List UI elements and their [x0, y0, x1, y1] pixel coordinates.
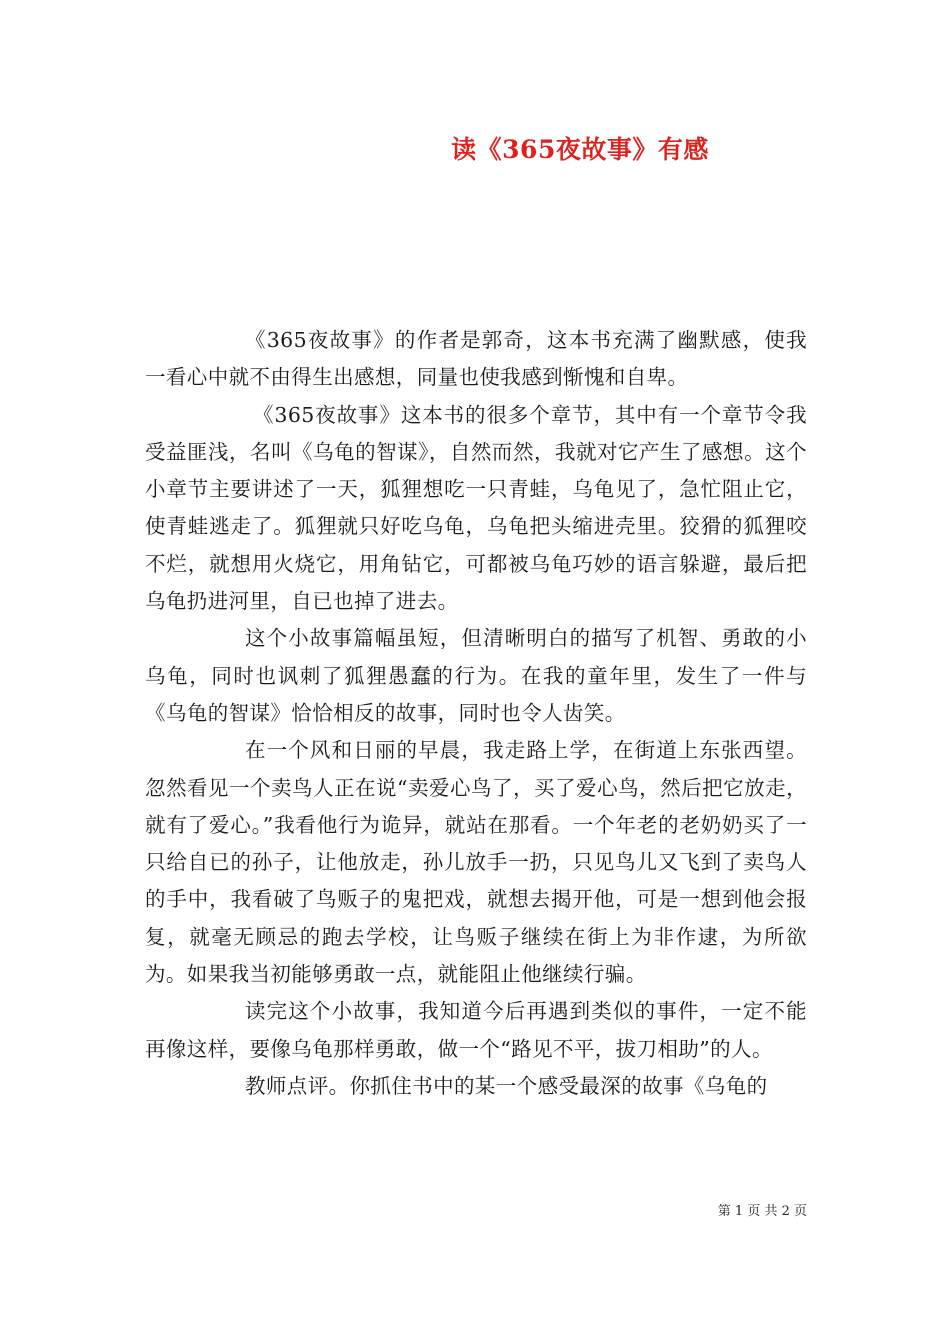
paragraph-5: 读完这个小故事，我知道今后再遇到类似的事件，一定不能再像这样，要像乌龟那样勇敢，做一个“路见不平，拔刀相助”的人。 — [145, 999, 807, 1061]
paragraph-1: 《365夜故事》的作者是郭奇，这本书充满了幽默感，使我一看心中就不由得生出感想，同量也使我感到惭愧和自卑。 — [145, 328, 807, 390]
page-number-footer: 第 1 页 共 2 页 — [717, 1204, 807, 1219]
document-title: 读《365夜故事》有感 — [451, 135, 709, 164]
paragraph-2: 《365夜故事》这本书的很多个章节，其中有一个章节令我受益匪浅，名叫《乌龟的智谋》，自然而然，我就对它产生了感想。这个小章节主要讲述了一天，狐狸想吃一只青蛙，乌龟见了，急忙阻止它，使青蛙逃走了。狐狸就只好吃乌龟，乌龟把头缩进壳里。狡猾的狐狸咬不烂，就想用火烧它，用角钻它，可都被乌龟巧妙的语言躲避，最后把乌龟扔进河里，自已也掉了进去。 — [145, 402, 807, 614]
paragraph-3: 这个小故事篇幅虽短，但清晰明白的描写了机智、勇敢的小乌龟，同时也讽刺了狐狸愚蠢的行为。在我的童年里，发生了一件与《乌龟的智谋》恰恰相反的故事，同时也令人齿笑。 — [145, 626, 807, 725]
paragraph-4: 在一个风和日丽的早晨，我走路上学，在街道上东张西望。忽然看见一个卖鸟人正在说“卖爱心鸟了，买了爱心鸟，然后把它放走，就有了爱心。”我看他行为诡异，就站在那看。一个年老的老奶奶买了一只给自已的孙子，让他放走，孙儿放手一扔，只见鸟儿又飞到了卖鸟人的手中，我看破了鸟贩子的鬼把戏，就想去揭开他，可是一想到他会报复，就毫无顾忌的跑去学校，让鸟贩子继续在街上为非作逮，为所欲为。如果我当初能够勇敢一点，就能阻止他继续行骗。 — [145, 738, 807, 987]
document-body — [145, 322, 807, 1105]
paragraph-6: 教师点评。你抓住书中的某一个感受最深的故事《乌龟的 — [245, 1073, 768, 1098]
